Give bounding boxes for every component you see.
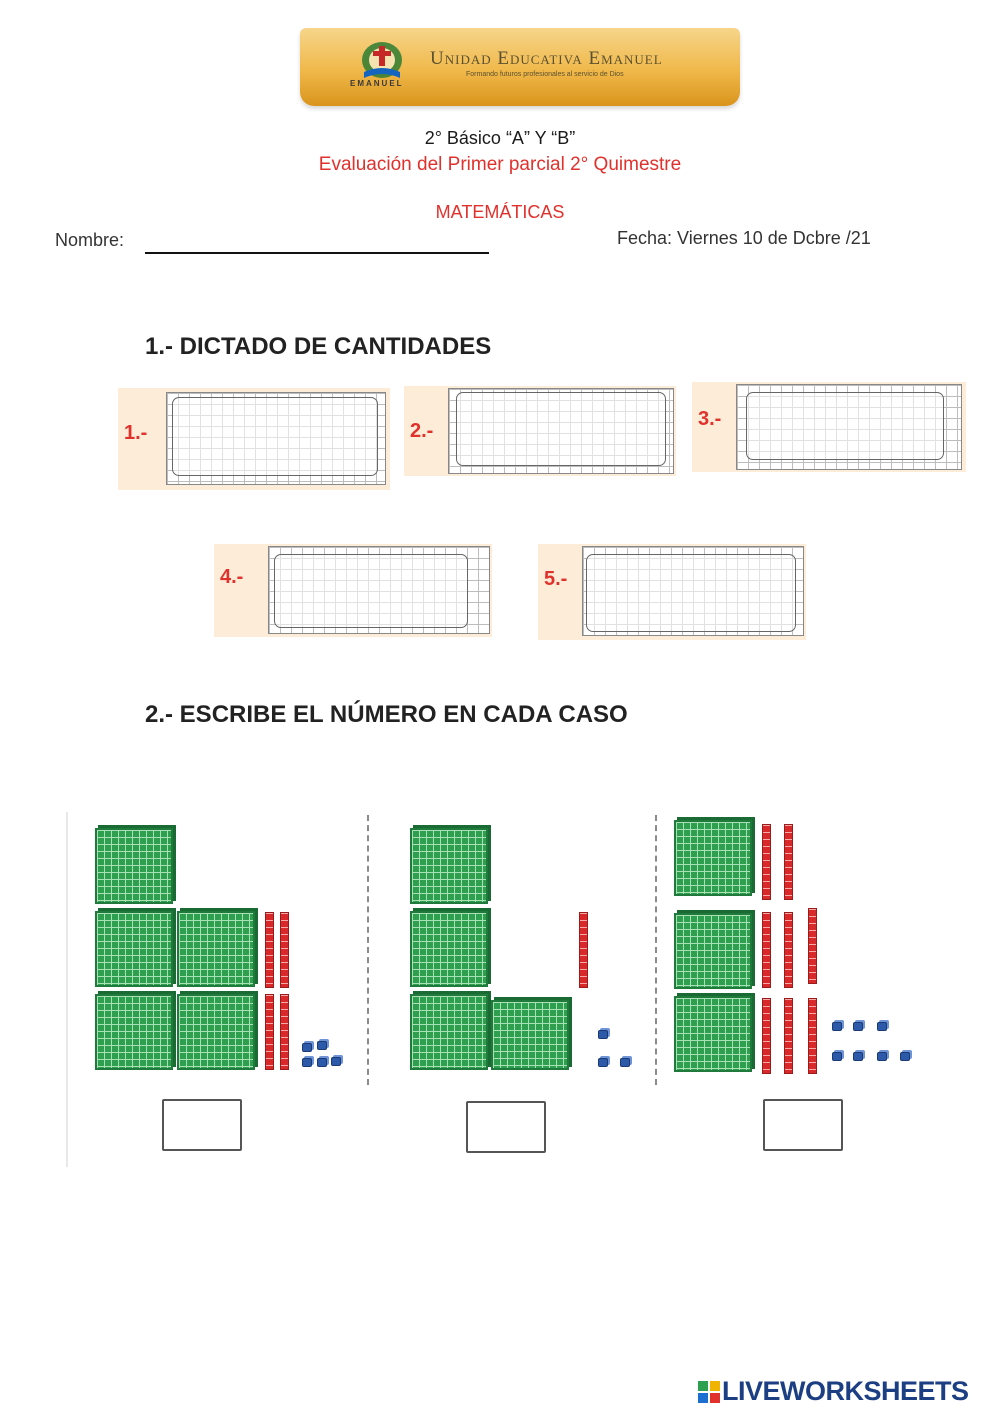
- dictation-number-1: 1.-: [124, 422, 148, 444]
- dictation-answer-box-5[interactable]: [586, 554, 796, 632]
- dictation-answer-box-4[interactable]: [274, 554, 468, 628]
- unit-cube: [877, 1052, 887, 1061]
- hundred-flat: [95, 828, 173, 904]
- left-margin-line: [66, 812, 68, 1167]
- dictation-item-1: [118, 388, 390, 490]
- hundred-flat: [177, 911, 255, 987]
- ten-rod: [265, 912, 274, 988]
- dictation-item-5: [538, 544, 806, 640]
- hundred-flat: [410, 828, 488, 904]
- school-tagline: Formando futuros profesionales al servicio de Dios: [466, 71, 624, 78]
- ten-rod: [808, 908, 817, 984]
- answer-box-case-2[interactable]: [466, 1101, 546, 1153]
- logo-text: EMANUEL: [350, 79, 404, 88]
- dictation-answer-box-2[interactable]: [456, 392, 666, 466]
- ten-rod: [762, 912, 771, 988]
- hundred-flat: [95, 911, 173, 987]
- dictation-item-4: [214, 544, 492, 637]
- ten-rod: [280, 994, 289, 1070]
- school-name: Unidad Educativa Emanuel: [430, 48, 663, 69]
- name-label: Nombre:: [55, 230, 125, 250]
- ten-rod: [784, 824, 793, 900]
- dictation-item-3: [692, 382, 966, 472]
- dictation-answer-box-1[interactable]: [172, 397, 378, 476]
- unit-cube: [302, 1043, 312, 1052]
- unit-cube: [317, 1041, 327, 1050]
- dictation-number-4: 4.-: [220, 566, 244, 588]
- dictation-number-2: 2.-: [410, 420, 434, 442]
- subject-title: MATEMÁTICAS: [435, 202, 565, 222]
- answer-box-case-3[interactable]: [763, 1099, 843, 1151]
- hundred-flat: [410, 994, 488, 1070]
- unit-cube: [832, 1052, 842, 1061]
- ten-rod: [762, 824, 771, 900]
- hundred-flat: [674, 913, 752, 989]
- ten-rod: [265, 994, 274, 1070]
- unit-cube: [598, 1030, 608, 1039]
- unit-cube: [853, 1022, 863, 1031]
- section2-title: 2.- ESCRIBE EL NÚMERO EN CADA CASO: [145, 701, 628, 728]
- ten-rod: [808, 998, 817, 1074]
- liveworksheets-logo-icon: [698, 1381, 720, 1403]
- unit-cube: [832, 1022, 842, 1031]
- course-line: 2° Básico “A” Y “B”: [424, 128, 576, 148]
- hundred-flat: [177, 994, 255, 1070]
- ten-rod: [784, 912, 793, 988]
- unit-cube: [620, 1058, 630, 1067]
- unit-cube: [331, 1057, 341, 1066]
- dictation-number-3: 3.-: [698, 408, 722, 430]
- evaluation-title: Evaluación del Primer parcial 2° Quimestre: [318, 154, 682, 175]
- date-label: Fecha: Viernes 10 de Dcbre /21: [617, 228, 871, 248]
- unit-cube: [317, 1058, 327, 1067]
- school-banner: [300, 28, 740, 106]
- hundred-flat: [410, 911, 488, 987]
- unit-cube: [598, 1058, 608, 1067]
- ten-rod: [280, 912, 289, 988]
- dictation-answer-box-3[interactable]: [746, 392, 944, 460]
- liveworksheets-brand[interactable]: LIVEWORKSHEETS: [722, 1376, 969, 1406]
- hundred-flat: [491, 1000, 569, 1070]
- unit-cube: [877, 1022, 887, 1031]
- name-input-line[interactable]: [145, 252, 489, 254]
- ten-rod: [762, 998, 771, 1074]
- unit-cube: [900, 1052, 910, 1061]
- section1-title: 1.- DICTADO DE CANTIDADES: [145, 333, 492, 360]
- unit-cube: [853, 1052, 863, 1061]
- hundred-flat: [95, 994, 173, 1070]
- case-divider: [655, 815, 657, 1085]
- unit-cube: [302, 1058, 312, 1067]
- school-logo: [342, 36, 426, 98]
- ten-rod: [579, 912, 588, 988]
- ten-rod: [784, 998, 793, 1074]
- answer-box-case-1[interactable]: [162, 1099, 242, 1151]
- hundred-flat: [674, 820, 752, 896]
- dictation-number-5: 5.-: [544, 568, 568, 590]
- dictation-item-2: [404, 386, 676, 476]
- case-divider: [367, 815, 369, 1085]
- hundred-flat: [674, 996, 752, 1072]
